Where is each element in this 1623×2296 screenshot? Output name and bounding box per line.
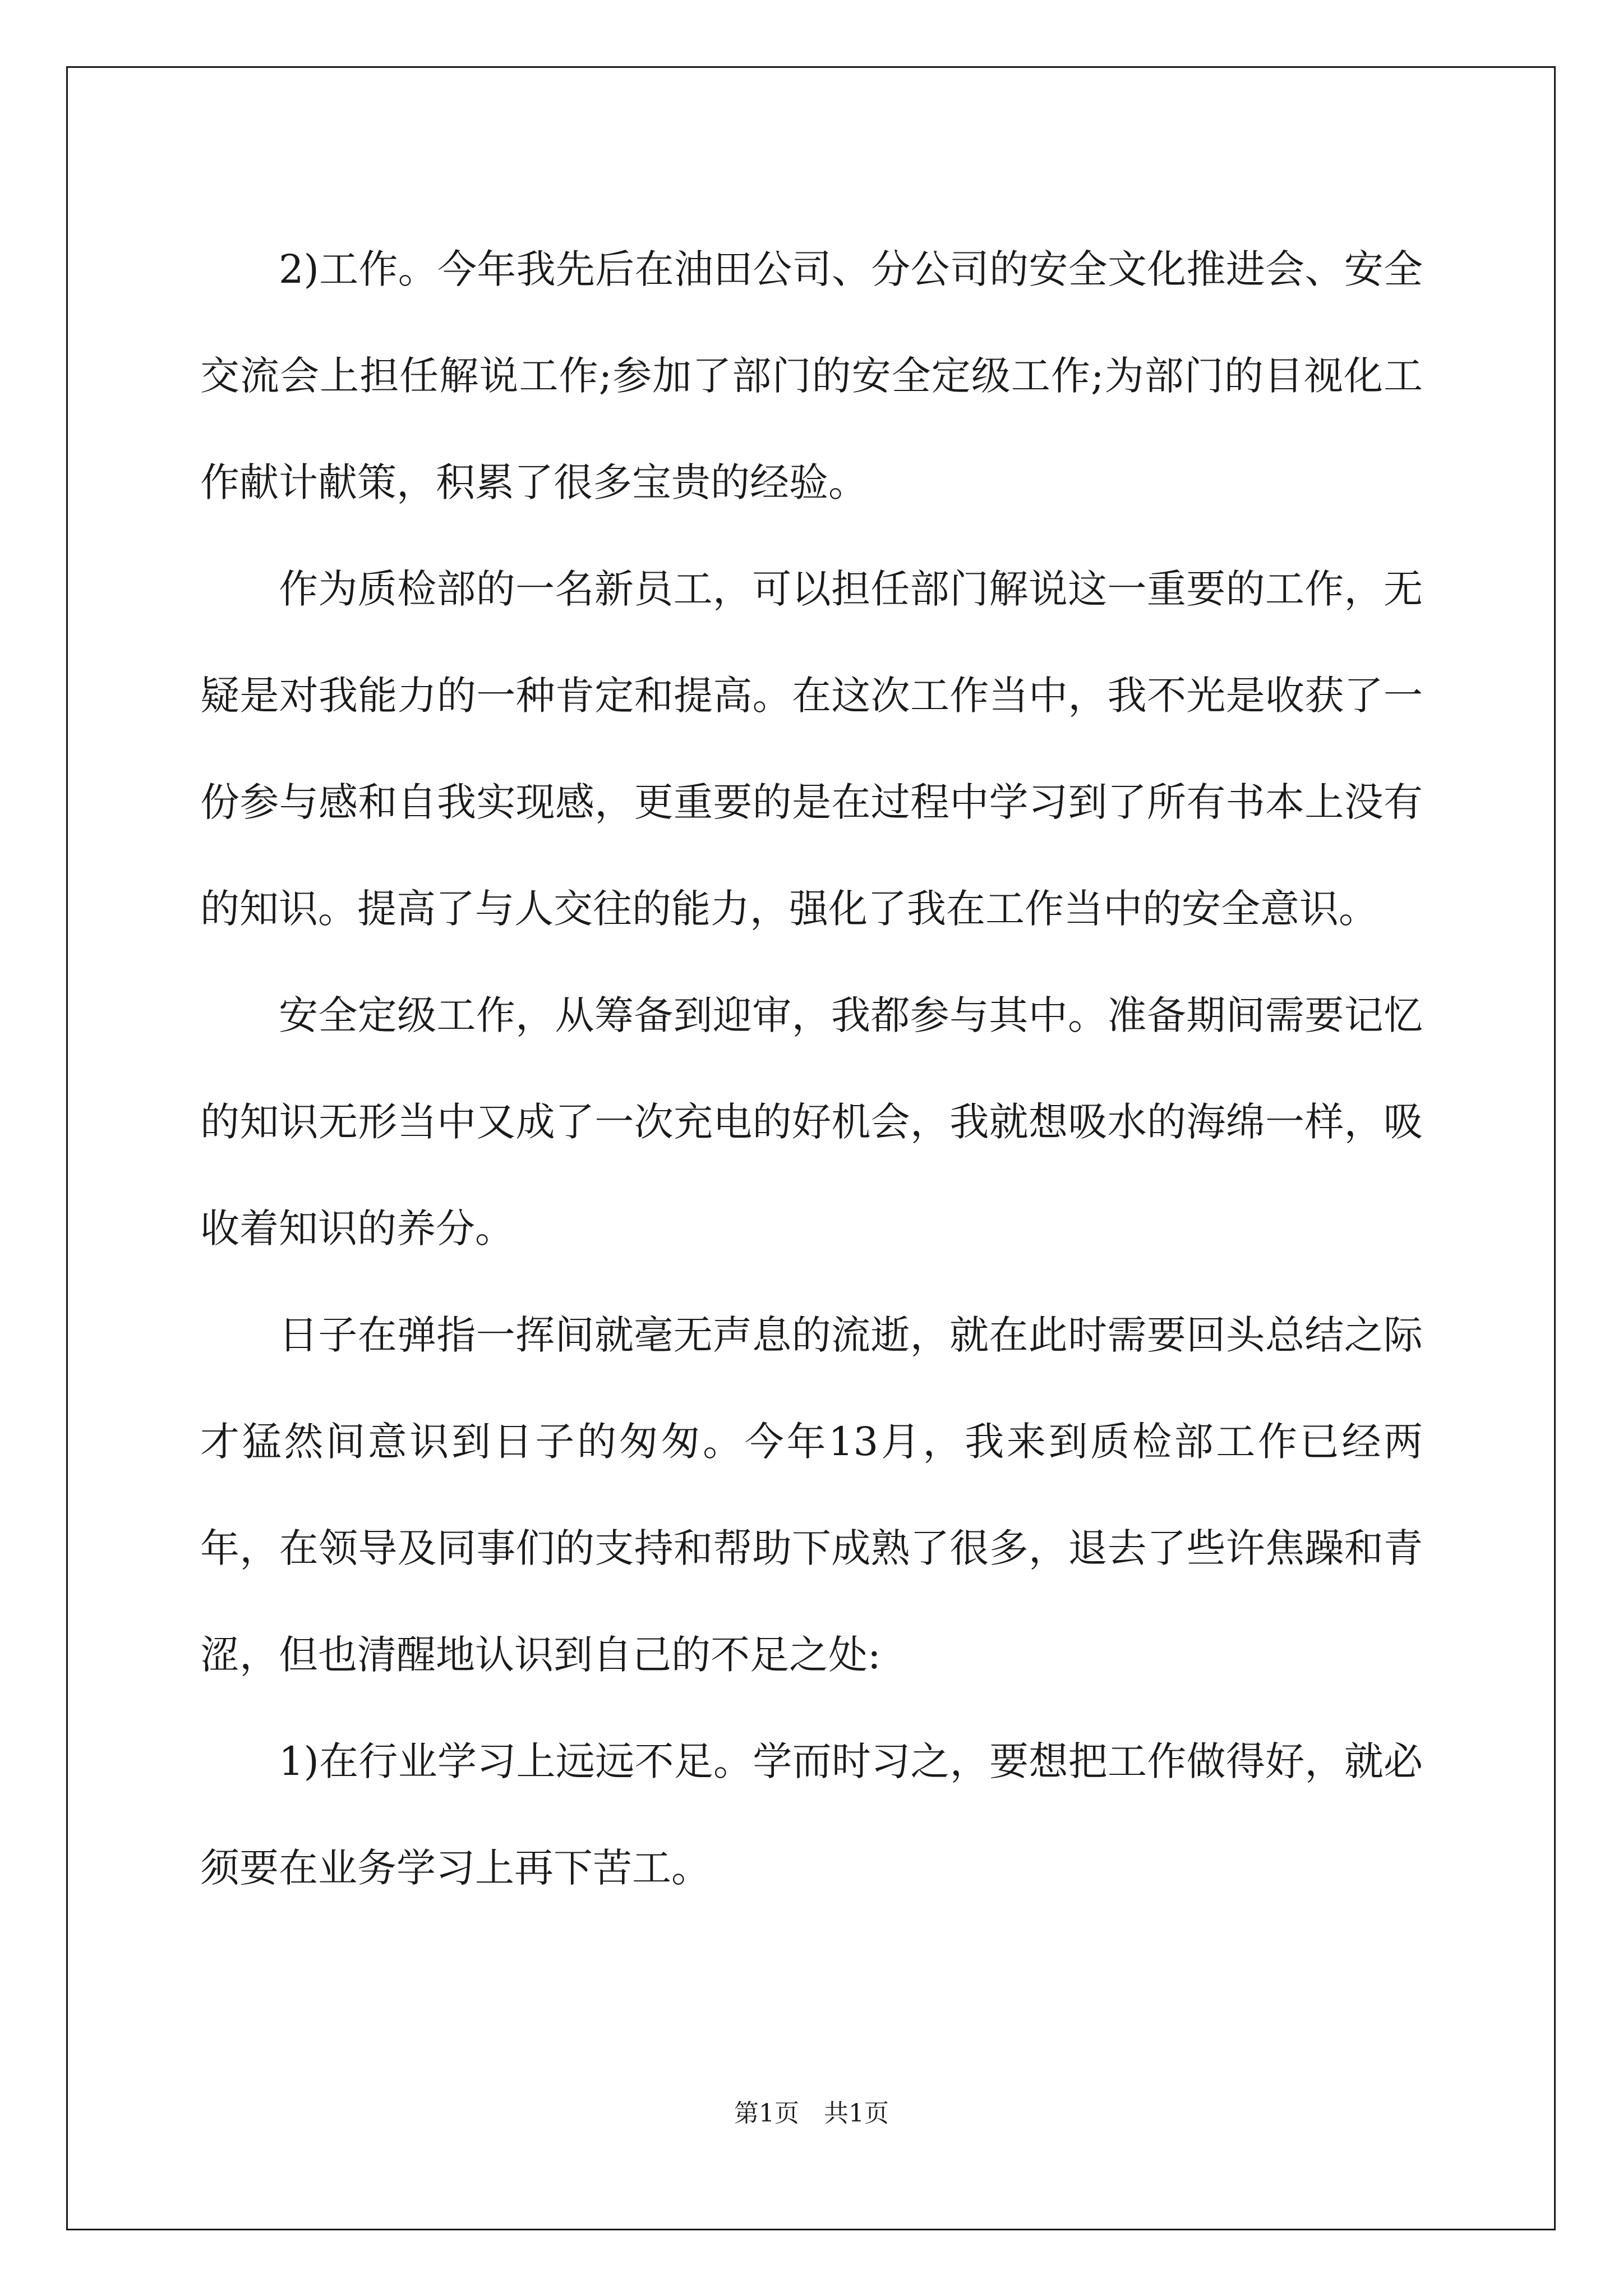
document-body: [200, 216, 1423, 1921]
page-number-footer: 第1页 共1页: [734, 2099, 889, 2128]
paragraph: 安全定级工作，从筹备到迎审，我都参与其中。准备期间需要记忆的知识无形当中又成了一次充电的好机会，我就想吸水的海绵一样，吸收着知识的养分。: [200, 992, 1423, 1251]
paragraph: 1)在行业学习上远远不足。学而时习之，要想把工作做得好，就必须要在业务学习上再下苦工。: [200, 1738, 1423, 1891]
paragraph: 2)工作。今年我先后在油田公司、分公司的安全文化推进会、安全交流会上担任解说工作;参加了部门的安全定级工作;为部门的目视化工作献计献策，积累了很多宝贵的经验。: [200, 246, 1423, 505]
paragraph: 日子在弹指一挥间就毫无声息的流逝，就在此时需要回头总结之际才猛然间意识到日子的匆匆。今年13月，我来到质检部工作已经两年，在领导及同事们的支持和帮助下成熟了很多，退去了些许焦躁和青涩，但也清醒地认识到自己的不足之处:: [200, 1312, 1423, 1678]
paragraph: 作为质检部的一名新员工，可以担任部门解说这一重要的工作，无疑是对我能力的一种肯定和提高。在这次工作当中，我不光是收获了一份参与感和自我实现感，更重要的是在过程中学习到了所有书本上没有的知识。提高了与人交往的能力，强化了我在工作当中的安全意识。: [200, 566, 1423, 932]
